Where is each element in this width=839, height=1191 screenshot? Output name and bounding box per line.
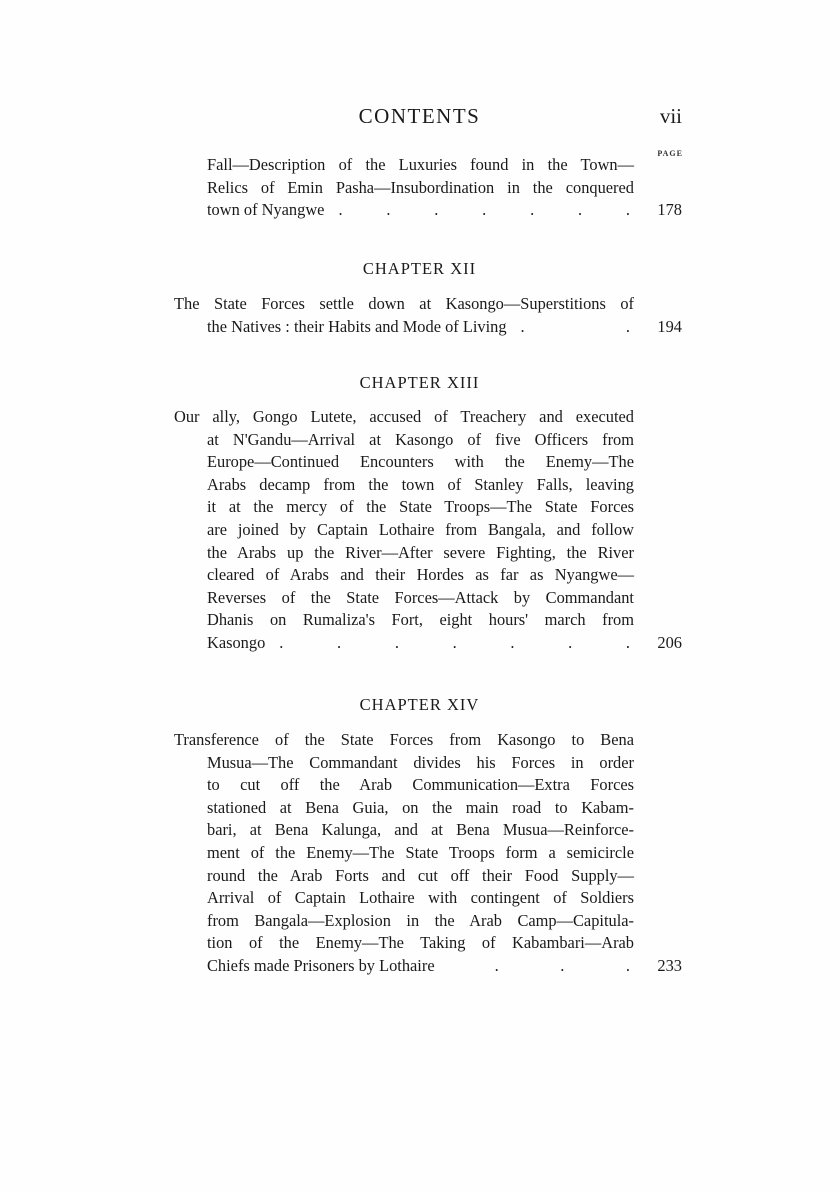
toc-line: from Bangala—Explosion in the Arab Camp—Capitula- <box>207 910 634 930</box>
toc-line: tion of the Enemy—The Taking of Kabambari—Arab <box>207 933 634 953</box>
page-number: 233 <box>657 955 682 975</box>
toc-line: round the Arab Forts and cut off their Food Supply— <box>207 865 634 885</box>
toc-line: at N'Gandu—Arrival at Kasongo of five Officers from <box>207 429 634 449</box>
toc-line: Reverses of the State Forces—Attack by Commandant <box>207 587 634 607</box>
toc-line-last: Kasongo . . . . . . . 206 <box>174 632 682 655</box>
dot-leader: . . . . . . . <box>338 200 630 220</box>
dot-leader: . . . <box>494 955 630 975</box>
dot-leader: . . <box>520 316 630 336</box>
chapter-heading: CHAPTER XII <box>362 259 477 278</box>
dot-leader: . . . . . . . <box>279 632 630 652</box>
toc-line: Dhanis on Rumaliza's Fort, eight hours' march from <box>207 610 634 630</box>
toc-line: Fall—Description of the Luxuries found in the Town— <box>207 155 634 174</box>
toc-line-last: town of Nyangwe . . . . . . . 178 <box>174 199 682 222</box>
toc-line: cleared of Arabs and their Hordes as far as Nyangwe— <box>207 565 634 585</box>
toc-line: it at the mercy of the State Troops—The State Forces <box>207 497 634 517</box>
toc-line-last: Chiefs made Prisoners by Lothaire . . . 233 <box>174 955 682 978</box>
running-head <box>0 104 839 134</box>
toc-line: Musua—The Commandant divides his Forces in order <box>207 752 634 772</box>
toc-line: Our ally, Gongo Lutete, accused of Treachery and executed <box>174 407 634 426</box>
toc-line: The State Forces settle down at Kasongo—Superstitions of <box>174 294 634 313</box>
toc-line: Arrival of Captain Lothaire with contingent of Soldiers <box>207 888 634 908</box>
toc-entry <box>174 406 682 655</box>
toc-line: Transference of the State Forces from Kasongo to Bena <box>174 730 634 749</box>
toc-line: Arabs decamp from the town of Stanley Falls, leaving <box>207 474 634 494</box>
folio-number: vii <box>659 104 682 128</box>
toc-line: stationed at Bena Guia, on the main road to Kabam- <box>207 797 634 817</box>
toc-line: Europe—Continued Encounters with the Enemy—The <box>207 452 634 472</box>
page-number: 194 <box>657 316 682 336</box>
toc-line: the Arabs up the River—After severe Fighting, the River <box>207 542 634 562</box>
toc-line: to cut off the Arab Communication—Extra Forces <box>207 775 634 795</box>
running-title: CONTENTS <box>358 104 481 128</box>
chapter-heading: CHAPTER XIV <box>359 695 480 714</box>
page-number: 178 <box>657 200 682 220</box>
toc-line: are joined by Captain Lothaire from Bangala, and follow <box>207 519 634 539</box>
toc-entry <box>174 729 682 978</box>
toc-entry <box>174 293 682 338</box>
toc-line-last: the Natives : their Habits and Mode of Living . . 194 <box>174 316 682 339</box>
chapter-heading: CHAPTER XIII <box>359 373 480 392</box>
page-number: 206 <box>657 632 682 652</box>
toc-entry <box>174 154 682 222</box>
page-column-label: PAGE <box>657 149 683 158</box>
toc-line: Relics of Emin Pasha—Insubordination in the conquered <box>207 177 634 197</box>
toc-line: bari, at Bena Kalunga, and at Bena Musua—Reinforce- <box>207 820 634 840</box>
toc-line: ment of the Enemy—The State Troops form a semicircle <box>207 842 634 862</box>
